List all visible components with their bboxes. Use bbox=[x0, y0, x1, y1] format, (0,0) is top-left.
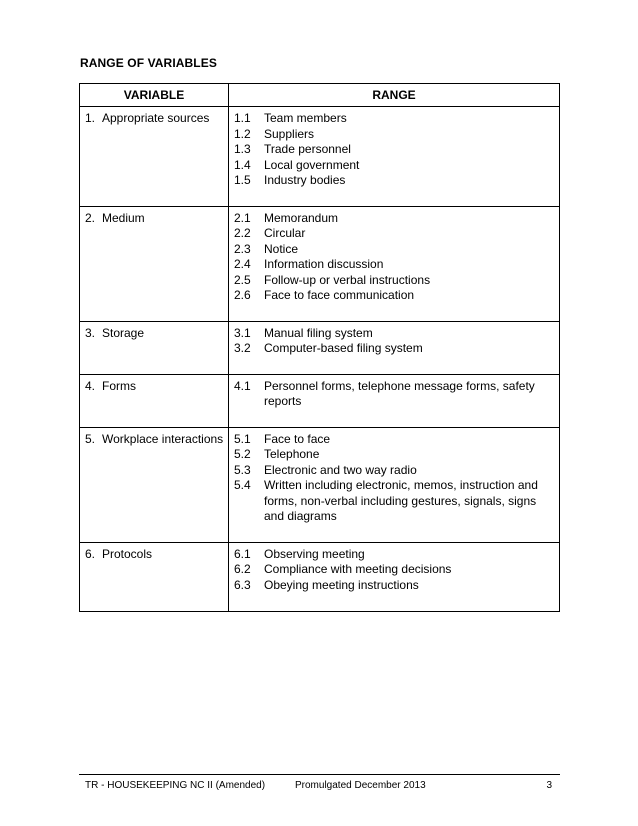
range-item-text: Local government bbox=[264, 157, 360, 172]
range-item-text: Industry bodies bbox=[264, 173, 346, 187]
range-item-text: Observing meeting bbox=[264, 546, 365, 561]
range-item-text: Memorandum bbox=[264, 210, 339, 225]
range-item-number: 5.1 bbox=[234, 431, 251, 446]
range-item-number: 1.4 bbox=[234, 157, 251, 172]
range-item-number: 1.5 bbox=[234, 173, 251, 187]
range-item-text: Follow-up or verbal instructions bbox=[264, 272, 431, 287]
table-row bbox=[80, 427, 560, 542]
variable-number: 3. bbox=[85, 325, 96, 340]
variable-label: Appropriate sources bbox=[102, 111, 210, 125]
variable-cell bbox=[80, 206, 229, 321]
table-row bbox=[80, 374, 560, 427]
range-item-text: Trade personnel bbox=[264, 142, 351, 156]
variable-number: 5. bbox=[85, 431, 96, 446]
range-item-number: 3.2 bbox=[234, 341, 251, 355]
range-item bbox=[234, 173, 553, 189]
row-spacer bbox=[234, 357, 553, 374]
range-item bbox=[234, 578, 553, 594]
variable-entry bbox=[85, 432, 228, 448]
range-item-number: 5.4 bbox=[234, 478, 251, 492]
range-item-number: 2.1 bbox=[234, 210, 251, 225]
range-item-number: 5.3 bbox=[234, 462, 251, 477]
variable-label: Workplace interactions bbox=[102, 431, 224, 446]
variable-cell bbox=[80, 107, 229, 207]
variable-label: Medium bbox=[102, 210, 145, 225]
range-item bbox=[234, 288, 553, 304]
range-item-text: Obeying meeting instructions bbox=[264, 577, 419, 592]
range-item-text: Telephone bbox=[264, 447, 320, 461]
footer-document-title: TR - HOUSEKEEPING NC II (Amended) bbox=[85, 780, 266, 791]
row-spacer bbox=[234, 304, 553, 321]
range-item bbox=[234, 379, 553, 410]
variable-number: 6. bbox=[85, 546, 96, 561]
row-spacer bbox=[234, 189, 553, 206]
table-body bbox=[80, 107, 560, 612]
variable-number: 4. bbox=[85, 378, 96, 393]
variable-number: 2. bbox=[85, 210, 96, 225]
range-cell bbox=[229, 427, 560, 542]
range-item bbox=[234, 463, 553, 479]
range-item-number: 2.3 bbox=[234, 241, 251, 256]
table-row bbox=[80, 542, 560, 612]
variable-entry bbox=[85, 111, 228, 127]
range-item bbox=[234, 547, 553, 563]
range-item-text: Face to face communication bbox=[264, 288, 415, 302]
range-item-text: Electronic and two way radio bbox=[264, 462, 417, 477]
range-item bbox=[234, 158, 553, 174]
range-item-text: Compliance with meeting decisions bbox=[264, 562, 452, 576]
range-item-text: Manual filing system bbox=[264, 325, 373, 340]
range-item bbox=[234, 273, 553, 289]
range-item bbox=[234, 341, 553, 357]
range-of-variables-table bbox=[79, 83, 560, 612]
table-row bbox=[80, 107, 560, 207]
range-item bbox=[234, 432, 553, 448]
range-item bbox=[234, 562, 553, 578]
range-item bbox=[234, 226, 553, 242]
range-item-text: Circular bbox=[264, 226, 306, 240]
variable-cell bbox=[80, 374, 229, 427]
range-item bbox=[234, 142, 553, 158]
variable-cell bbox=[80, 427, 229, 542]
range-item bbox=[234, 447, 553, 463]
range-item-text: Suppliers bbox=[264, 126, 315, 141]
range-item bbox=[234, 111, 553, 127]
variable-cell bbox=[80, 542, 229, 612]
range-item-number: 1.1 bbox=[234, 111, 251, 125]
range-item-number: 1.2 bbox=[234, 126, 251, 141]
variable-number: 1. bbox=[85, 111, 96, 125]
page-footer bbox=[79, 774, 560, 791]
variable-entry bbox=[85, 379, 228, 395]
variable-label: Forms bbox=[102, 378, 136, 393]
range-cell bbox=[229, 206, 560, 321]
range-item-number: 4.1 bbox=[234, 378, 251, 393]
variable-entry bbox=[85, 547, 228, 563]
footer-page-number: 3 bbox=[546, 780, 552, 791]
row-spacer bbox=[234, 525, 553, 542]
range-item-number: 5.2 bbox=[234, 447, 251, 461]
variable-column-header: VARIABLE bbox=[80, 84, 229, 107]
variable-entry bbox=[85, 211, 228, 227]
table-header-row bbox=[80, 84, 560, 107]
variable-cell bbox=[80, 321, 229, 374]
variable-entry bbox=[85, 326, 228, 342]
range-item bbox=[234, 326, 553, 342]
table-row bbox=[80, 321, 560, 374]
range-cell bbox=[229, 107, 560, 207]
range-item-number: 3.1 bbox=[234, 325, 251, 340]
range-item bbox=[234, 478, 553, 525]
range-cell bbox=[229, 374, 560, 427]
range-item bbox=[234, 257, 553, 273]
range-item-number: 6.3 bbox=[234, 577, 251, 592]
range-item bbox=[234, 211, 553, 227]
range-item-number: 6.1 bbox=[234, 546, 251, 561]
range-item-text: Face to face bbox=[264, 431, 331, 446]
range-item-text: Personnel forms, telephone message forms, safety reports bbox=[264, 378, 535, 408]
table-row bbox=[80, 206, 560, 321]
range-item-text: Information discussion bbox=[264, 257, 384, 271]
range-item-text: Computer-based filing system bbox=[264, 341, 423, 355]
range-item bbox=[234, 127, 553, 143]
range-item-text: Notice bbox=[264, 241, 299, 256]
variable-label: Protocols bbox=[102, 546, 153, 561]
range-column-header: RANGE bbox=[229, 84, 560, 107]
range-cell bbox=[229, 321, 560, 374]
row-spacer bbox=[234, 593, 553, 611]
variable-label: Storage bbox=[102, 325, 145, 340]
range-cell bbox=[229, 542, 560, 612]
range-item-number: 2.4 bbox=[234, 257, 251, 271]
row-spacer bbox=[234, 410, 553, 427]
footer-promulgation-date: Promulgated December 2013 bbox=[295, 780, 426, 791]
range-item-number: 1.3 bbox=[234, 142, 251, 156]
range-item-number: 2.5 bbox=[234, 272, 251, 287]
range-item-number: 6.2 bbox=[234, 562, 251, 576]
section-heading: RANGE OF VARIABLES bbox=[80, 56, 217, 70]
range-item-text: Team members bbox=[264, 111, 347, 125]
range-item bbox=[234, 242, 553, 258]
range-item-number: 2.2 bbox=[234, 226, 251, 240]
range-item-number: 2.6 bbox=[234, 288, 251, 302]
range-item-text: Written including electronic, memos, instruction and forms, non-verbal including gestures, signals, signs and diagrams bbox=[264, 478, 538, 523]
